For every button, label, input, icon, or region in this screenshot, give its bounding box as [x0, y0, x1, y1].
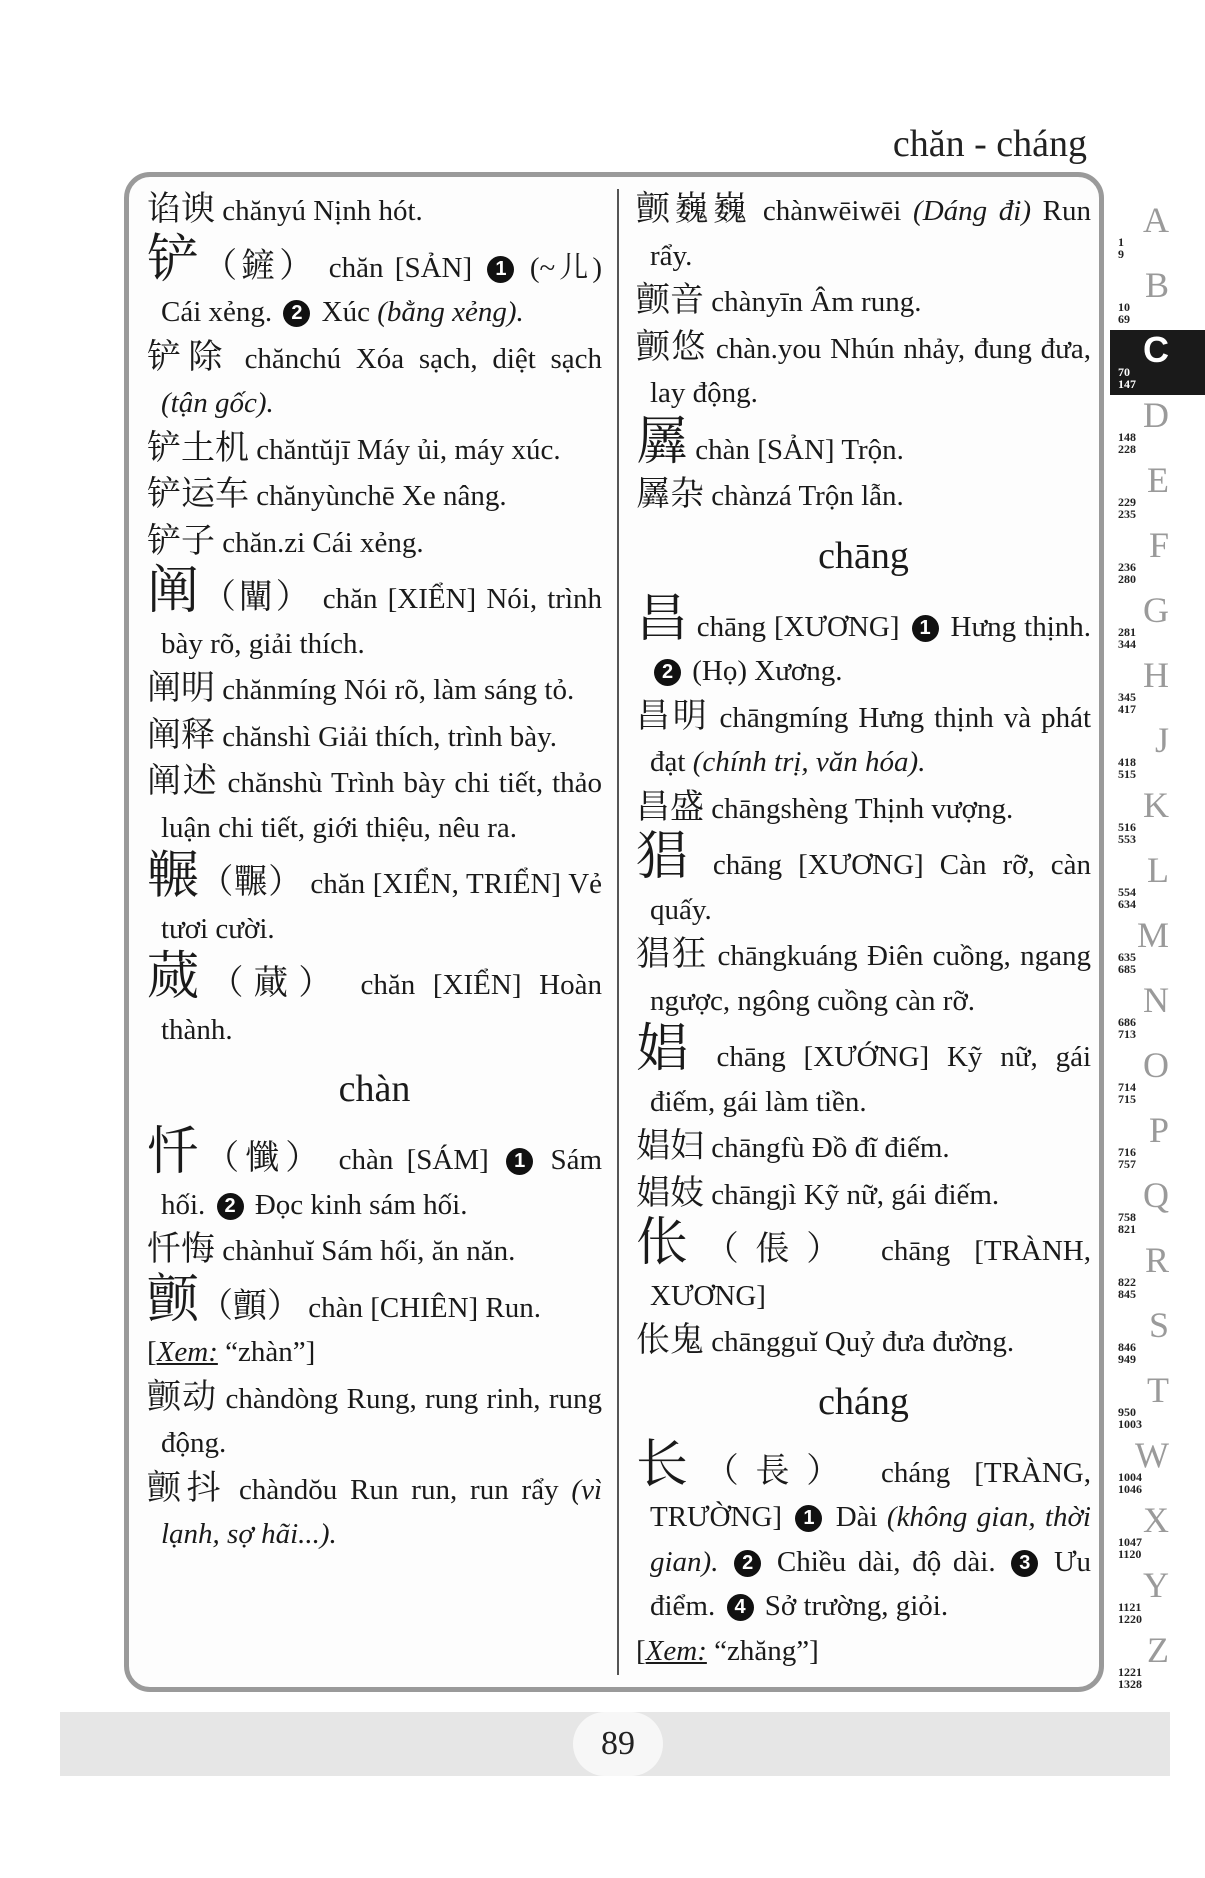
alphabet-index-tabs	[1110, 200, 1205, 1700]
index-tab-e[interactable]	[1110, 460, 1205, 525]
sense-number: 2	[217, 1193, 244, 1220]
traditional-form: （闡）	[201, 577, 313, 617]
headword: 羼	[636, 411, 689, 472]
entry-chang-ghost	[636, 1213, 1091, 1318]
headword: 冁	[147, 846, 200, 906]
index-tab-n[interactable]	[1110, 980, 1205, 1045]
range-end: 821	[1118, 1222, 1136, 1236]
headword: 蒇	[147, 947, 210, 1007]
index-tab-range	[1118, 886, 1136, 910]
definition: chànwēiwēi	[762, 195, 902, 227]
definition: chăn [XIỂN] Nói, trình bày rõ, giải thích.	[161, 583, 603, 660]
headword: 颤巍巍	[636, 189, 752, 229]
index-tab-letter: D	[1143, 395, 1169, 435]
range-end: 417	[1118, 702, 1136, 716]
definition: chănyùnchē Xe nâng.	[256, 480, 507, 512]
definition: Hưng thịnh.	[950, 610, 1092, 643]
index-tab-letter: E	[1147, 460, 1169, 500]
range-end: 344	[1118, 637, 1136, 651]
definition: chāng [XƯƠNG]	[696, 610, 900, 643]
definition: chănyú Nịnh hót.	[222, 195, 423, 227]
entry-chan-mix	[636, 411, 1091, 473]
page-number: 89	[573, 1712, 663, 1776]
headword: 羼杂	[636, 474, 704, 514]
index-tab-h[interactable]	[1110, 655, 1205, 720]
right-column	[636, 187, 1091, 1673]
index-tab-letter: J	[1154, 720, 1169, 760]
headword: 铲除	[147, 336, 230, 377]
index-tab-j[interactable]	[1110, 720, 1205, 785]
headword: 忏	[147, 1122, 206, 1182]
definition: cháng [TRÀNG, TRƯỜNG]	[650, 1456, 1091, 1533]
entry-chan-complete	[147, 947, 602, 1052]
definition-note: (vì lạnh, sợ hãi...).	[161, 1473, 603, 1550]
index-tab-range	[1118, 1211, 1136, 1235]
index-tab-p[interactable]	[1110, 1110, 1205, 1175]
entry-chang-prostitute	[636, 1019, 1091, 1124]
index-tab-letter: S	[1148, 1305, 1169, 1345]
headword: 昌明	[636, 695, 710, 736]
index-tab-range	[1118, 1146, 1136, 1170]
entry-chanyin	[636, 278, 1091, 325]
entry-chan-tremble	[147, 1269, 602, 1331]
definition: chànhuĭ Sám hối, ăn năn.	[222, 1235, 516, 1267]
range-start: 714	[1118, 1080, 1136, 1094]
index-tab-letter: W	[1135, 1435, 1169, 1475]
definition: Xúc	[321, 296, 370, 328]
index-tab-range	[1118, 431, 1136, 455]
definition: chàn [SÁM]	[338, 1144, 489, 1176]
definition: chăntŭjī Máy ủi, máy xúc.	[256, 433, 561, 466]
entry-changji	[636, 1171, 1091, 1218]
headword: 颤抖	[147, 1467, 227, 1508]
definition: chănshù Trình bày chi tiết, thảo luận chi tiết, giới thiệu, nêu ra.	[161, 767, 603, 844]
traditional-form: （長）	[704, 1450, 857, 1491]
definition: chāngkuáng Điên cuồng, ngang ngược, ngông cuồng càn rỡ.	[650, 940, 1092, 1017]
range-start: 950	[1118, 1405, 1136, 1419]
range-start: 236	[1118, 560, 1136, 574]
index-tab-range	[1118, 496, 1136, 520]
entry-chan-shovel	[147, 229, 603, 335]
entry-chang-rampant	[636, 827, 1092, 932]
entry-changfu	[636, 1124, 1091, 1171]
definition: chāngshèng Thịnh vượng.	[711, 792, 1014, 825]
traditional-form: （倀）	[704, 1229, 857, 1269]
index-tab-range	[1118, 561, 1136, 585]
sense-number: 2	[734, 1550, 761, 1577]
index-tab-range	[1118, 1471, 1142, 1495]
range-start: 822	[1118, 1275, 1136, 1289]
entry-chan-smile	[147, 846, 603, 951]
index-tab-k[interactable]	[1110, 785, 1205, 850]
entry-chanza	[636, 472, 1091, 519]
range-end: 553	[1118, 832, 1136, 846]
sense-number: 1	[795, 1505, 822, 1532]
range-start: 148	[1118, 430, 1136, 444]
range-end: 634	[1118, 897, 1136, 911]
range-end: 147	[1118, 377, 1136, 391]
definition: Run rẩy.	[650, 195, 1091, 272]
entry-chang-long	[636, 1434, 1092, 1629]
headword: 阐	[147, 561, 202, 621]
definition-note: (không gian, thời gian).	[650, 1501, 1091, 1578]
cross-reference: [Xem: “zhăng”]	[636, 1634, 819, 1667]
range-start: 758	[1118, 1210, 1136, 1224]
sense-number: 1	[506, 1148, 533, 1175]
definition: chàndòng Rung, rung rinh, rung động.	[161, 1382, 603, 1459]
index-tab-w[interactable]	[1110, 1435, 1205, 1500]
index-tab-range	[1118, 1536, 1142, 1560]
entry-chan-repent	[147, 1122, 602, 1227]
range-start: 635	[1118, 950, 1136, 964]
index-tab-z[interactable]	[1110, 1630, 1205, 1695]
headword: 颤音	[636, 280, 704, 320]
headword: 铲子	[147, 520, 215, 561]
range-start: 345	[1118, 690, 1136, 704]
range-end: 949	[1118, 1352, 1136, 1366]
index-tab-c[interactable]	[1110, 330, 1205, 395]
entry-chandong	[147, 1375, 602, 1466]
entry-changkuang	[636, 932, 1091, 1023]
headword: 昌盛	[636, 786, 704, 827]
headword: 忏悔	[147, 1229, 215, 1269]
index-tab-letter: K	[1143, 785, 1169, 825]
headword: 猖狂	[636, 934, 709, 974]
column-divider	[617, 189, 619, 1675]
definition: chăn [XIỂN] Hoàn thành.	[161, 969, 602, 1046]
index-tab-letter: L	[1147, 850, 1169, 890]
index-tab-letter: Q	[1143, 1175, 1169, 1215]
index-tab-x[interactable]	[1110, 1500, 1205, 1565]
see-also-label: Xem:	[156, 1336, 218, 1368]
index-tab-m[interactable]	[1110, 915, 1205, 980]
range-start: 1004	[1118, 1470, 1142, 1484]
definition: chāngguĭ Quỷ đưa đường.	[711, 1326, 1015, 1358]
range-start: 554	[1118, 885, 1136, 899]
index-tab-range	[1118, 301, 1130, 325]
index-tab-f[interactable]	[1110, 525, 1205, 590]
entry-chanming	[147, 666, 602, 713]
entry-chanchu	[147, 335, 602, 426]
index-tab-range	[1118, 1601, 1142, 1625]
index-tab-letter: M	[1136, 915, 1169, 955]
range-start: 716	[1118, 1145, 1136, 1159]
headword: 铲土机	[147, 427, 249, 468]
definition: chàndŏu Run run, run rẩy	[239, 1473, 559, 1506]
entry-chanyu	[147, 187, 602, 234]
range-start: 686	[1118, 1015, 1136, 1029]
range-end: 69	[1118, 312, 1130, 326]
index-tab-letter: O	[1143, 1045, 1169, 1085]
definition: Chiều dài, độ dài.	[776, 1545, 996, 1578]
headword: 铲	[147, 229, 204, 290]
index-tab-range	[1118, 821, 1136, 845]
definition-note: (chính trị, văn hóa).	[692, 746, 926, 778]
index-tab-range	[1118, 626, 1136, 650]
left-column	[147, 187, 602, 1557]
range-start: 229	[1118, 495, 1136, 509]
range-end: 685	[1118, 962, 1136, 976]
index-tab-range	[1118, 1666, 1142, 1690]
definition: chănshì Giải thích, trình bày.	[222, 720, 558, 753]
range-start: 1	[1118, 235, 1124, 249]
range-end: 757	[1118, 1157, 1136, 1171]
index-tab-range	[1118, 1276, 1136, 1300]
range-start: 10	[1118, 300, 1130, 314]
definition: chănchú Xóa sạch, diệt sạch	[244, 342, 603, 375]
range-start: 516	[1118, 820, 1136, 834]
index-tab-range	[1118, 366, 1136, 390]
headword: 颤	[147, 1269, 200, 1330]
entry-chang-prosper	[636, 588, 1092, 694]
index-tab-letter: T	[1147, 1370, 1169, 1410]
sense-number: 2	[283, 300, 310, 327]
range-end: 715	[1118, 1092, 1136, 1106]
range-end: 515	[1118, 767, 1136, 781]
entry-chan-explain	[147, 561, 603, 666]
range-end: 1328	[1118, 1677, 1142, 1691]
headword: 颤悠	[636, 326, 708, 367]
index-tab-a[interactable]	[1110, 200, 1205, 265]
see-also-target: “zhàn”]	[225, 1336, 316, 1368]
entry-chanzi	[147, 519, 602, 566]
definition: chāng [XƯỚNG] Kỹ nữ, gái điếm, gái làm tiền.	[650, 1041, 1091, 1118]
traditional-form: （顫）	[199, 1285, 302, 1326]
definition: chāngjì Kỹ nữ, gái điếm.	[711, 1178, 1000, 1211]
headword: 颤动	[147, 1376, 218, 1417]
definition: chāngmíng Hưng thịnh và phát đạt	[650, 701, 1092, 778]
entry-changming	[636, 694, 1091, 785]
see-also-target: “zhăng”]	[714, 1634, 819, 1667]
traditional-form: （囅）	[199, 862, 303, 902]
range-start: 1121	[1118, 1600, 1142, 1614]
index-tab-range	[1118, 1081, 1136, 1105]
definition: chăn [SẢN]	[328, 251, 473, 284]
definition: Đọc kinh sám hối.	[254, 1188, 468, 1221]
headword: 娼妇	[636, 1126, 704, 1166]
definition: Ưu điểm.	[650, 1545, 1092, 1622]
range-end: 1220	[1118, 1612, 1142, 1626]
entry-chantuji	[147, 426, 602, 473]
index-tab-r[interactable]	[1110, 1240, 1205, 1305]
range-end: 713	[1118, 1027, 1136, 1041]
definition: chànyīn Âm rung.	[711, 286, 922, 318]
index-tab-letter: B	[1144, 265, 1169, 305]
range-start: 70	[1118, 365, 1130, 379]
sense-number: 1	[912, 615, 939, 642]
section-heading: chāng	[818, 534, 909, 577]
index-tab-range	[1118, 1406, 1142, 1430]
range-end: 1046	[1118, 1482, 1142, 1496]
definition-note: (bằng xẻng).	[377, 296, 524, 328]
definition: chănmíng Nói rõ, làm sáng tỏ.	[222, 674, 575, 706]
range-end: 9	[1118, 247, 1124, 261]
definition-note: (Dáng đi)	[913, 195, 1031, 227]
index-tab-l[interactable]	[1110, 850, 1205, 915]
index-tab-range	[1118, 691, 1136, 715]
index-tab-q[interactable]	[1110, 1175, 1205, 1240]
index-tab-range	[1118, 236, 1124, 260]
index-tab-g[interactable]	[1110, 590, 1205, 655]
definition: chāngfù Đồ đĩ điếm.	[711, 1132, 950, 1164]
headword: 阐述	[147, 761, 219, 801]
headword: 娼妓	[636, 1172, 704, 1213]
dictionary-panel	[124, 172, 1104, 1692]
index-tab-y[interactable]	[1110, 1565, 1205, 1630]
entry-chanweiwei	[636, 187, 1091, 278]
definition: Sám hối.	[161, 1144, 602, 1221]
definition: (~儿) Cái xẻng.	[161, 251, 603, 328]
range-start: 1221	[1118, 1665, 1142, 1679]
entry-chanyou	[636, 325, 1091, 416]
headword: 铲运车	[147, 474, 249, 514]
entry-chanyunche	[147, 472, 602, 519]
index-tab-letter: Z	[1147, 1630, 1169, 1670]
headword: 长	[636, 1434, 705, 1495]
section-heading: cháng	[818, 1380, 909, 1423]
index-tab-range	[1118, 1341, 1136, 1365]
index-tab-letter: X	[1143, 1500, 1169, 1540]
definition: chàn.you Nhún nhảy, đung đưa, lay động.	[650, 332, 1092, 409]
headword: 昌	[636, 588, 689, 649]
index-tab-letter: C	[1143, 329, 1169, 370]
cross-reference: [Xem: “zhàn”]	[147, 1336, 316, 1368]
entry-chandou	[147, 1466, 602, 1557]
definition: chànzá Trộn lẫn.	[711, 480, 904, 512]
entry-chanshu	[147, 759, 602, 850]
entry-changgui	[636, 1318, 1091, 1365]
definition: Dài	[835, 1501, 878, 1533]
range-start: 1047	[1118, 1535, 1142, 1549]
index-tab-letter: G	[1143, 590, 1169, 630]
entry-changsheng	[636, 785, 1091, 832]
index-tab-letter: H	[1143, 655, 1169, 695]
sense-number: 2	[654, 659, 681, 686]
sense-number: 4	[727, 1594, 754, 1621]
range-start: 418	[1118, 755, 1136, 769]
definition: chàn [SẢN] Trộn.	[695, 433, 904, 466]
index-tab-d[interactable]	[1110, 395, 1205, 460]
definition: chàn [CHIÊN] Run.	[308, 1291, 542, 1324]
headword: 娼	[636, 1019, 699, 1079]
traditional-form: （懺）	[205, 1138, 326, 1178]
entry-chanshi	[147, 713, 602, 760]
see-also-label: Xem:	[645, 1634, 707, 1667]
range-end: 280	[1118, 572, 1136, 586]
headword: 猖	[636, 827, 697, 887]
index-tab-letter: A	[1143, 200, 1169, 240]
range-end: 235	[1118, 507, 1136, 521]
sense-number: 1	[487, 256, 514, 283]
definition: chăn.zi Cái xẻng.	[222, 526, 424, 559]
index-tab-letter: N	[1143, 980, 1169, 1020]
index-tab-range	[1118, 1016, 1136, 1040]
index-tab-range	[1118, 756, 1136, 780]
index-tab-o[interactable]	[1110, 1045, 1205, 1110]
section-heading: chàn	[338, 1068, 411, 1110]
index-tab-letter: P	[1148, 1110, 1169, 1150]
range-end: 1003	[1118, 1417, 1142, 1431]
running-head: chăn - cháng	[892, 123, 1087, 165]
definition: chāng [XƯƠNG] Càn rỡ, càn quấy.	[650, 849, 1092, 926]
index-tab-letter: F	[1148, 525, 1169, 565]
index-tab-letter: Y	[1143, 1565, 1169, 1605]
index-tab-b[interactable]	[1110, 265, 1205, 330]
index-tab-t[interactable]	[1110, 1370, 1205, 1435]
index-tab-range	[1118, 951, 1136, 975]
definition: chāng [TRÀNH, XƯƠNG]	[650, 1235, 1091, 1312]
range-start: 281	[1118, 625, 1136, 639]
entry-chanhui	[147, 1227, 602, 1274]
headword: 伥鬼	[636, 1320, 704, 1360]
headword: 谄谀	[147, 189, 215, 229]
definition: (Họ) Xương.	[692, 655, 843, 687]
traditional-form: （鏟）	[203, 245, 318, 286]
index-tab-s[interactable]	[1110, 1305, 1205, 1370]
definition: Sở trường, giỏi.	[764, 1590, 949, 1622]
headword: 阐明	[147, 668, 215, 708]
headword: 伥	[636, 1213, 705, 1273]
sense-number: 3	[1011, 1550, 1038, 1577]
index-tab-letter: R	[1144, 1240, 1169, 1280]
headword: 阐释	[147, 714, 215, 755]
range-end: 1120	[1118, 1547, 1142, 1561]
definition: chăn [XIỂN, TRIỂN] Vẻ tươi cười.	[161, 868, 603, 945]
range-end: 845	[1118, 1287, 1136, 1301]
range-end: 228	[1118, 442, 1136, 456]
traditional-form: （蕆）	[209, 963, 343, 1003]
range-start: 846	[1118, 1340, 1136, 1354]
definition-note: (tận gốc).	[161, 387, 274, 419]
